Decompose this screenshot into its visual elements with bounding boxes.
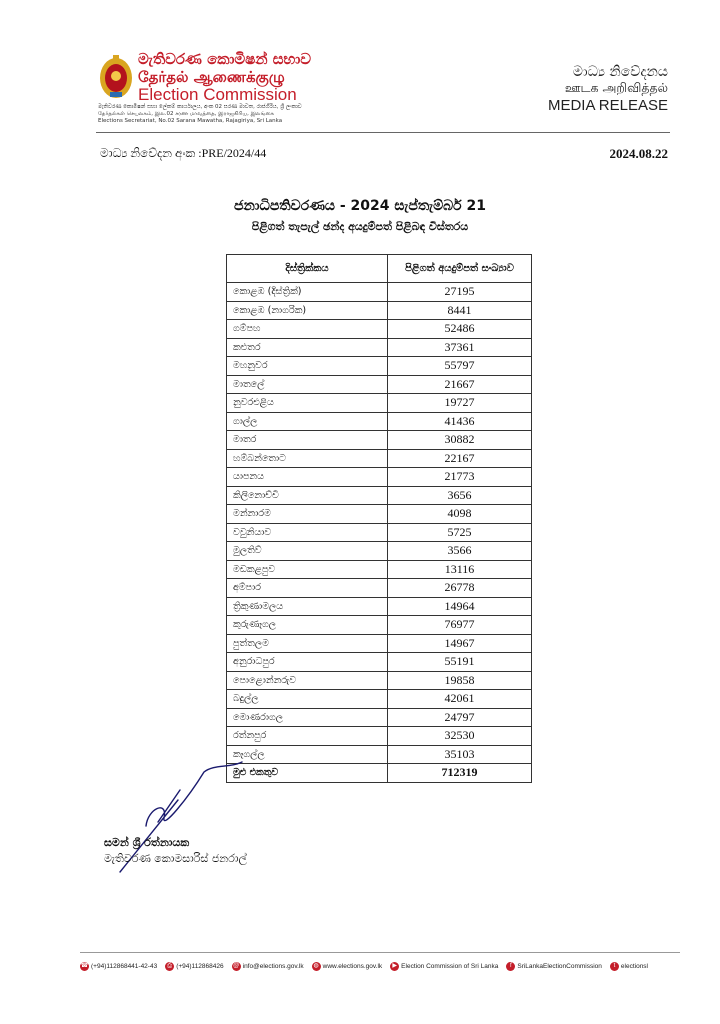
footer-contact-text: Election Commission of Sri Lanka [401, 963, 499, 970]
media-release-sinhala: මාධ්‍ය නිවේදනය [572, 64, 668, 80]
table-row [227, 597, 532, 616]
table-row [227, 653, 532, 672]
application-count: 19727 [388, 394, 532, 413]
district-name: යාපනය [227, 468, 388, 487]
table-row [227, 690, 532, 709]
table-row [227, 468, 532, 487]
table-row [227, 320, 532, 339]
district-name: මොණරාගල [227, 708, 388, 727]
footer-contact-item[interactable] [312, 962, 383, 971]
table-row [227, 523, 532, 542]
district-name: මාතලේ [227, 375, 388, 394]
application-count: 8441 [388, 301, 532, 320]
document-title: ජනාධිපතිවරණය - 2024 සැප්තැම්බර් 21 [234, 198, 486, 214]
column-header-district: දිස්ත්‍රික්කය [227, 255, 388, 283]
table-row [227, 338, 532, 357]
fax-icon: ⎙ [165, 962, 174, 971]
footer-contacts [80, 962, 680, 971]
footer-divider [80, 952, 680, 953]
address-tamil: தேர்தல்கள் செயலகம், இல.02 சரண மாவத்தை, இராஜகிரிய, இலங்கை [98, 111, 275, 117]
application-count: 24797 [388, 708, 532, 727]
application-count: 52486 [388, 320, 532, 339]
footer-contact-text: (+94)112868441-42-43 [91, 963, 158, 970]
postal-application-table [226, 254, 532, 783]
district-name: කෑගල්ල [227, 745, 388, 764]
district-name: කොළඹ (නාගරික) [227, 301, 388, 320]
phone-icon: ☎ [80, 963, 89, 969]
footer-contact-item[interactable] [165, 962, 223, 971]
signatory-name: සමන් ශ්‍රී රත්නායක [104, 836, 190, 849]
table-row [227, 560, 532, 579]
table-row [227, 745, 532, 764]
district-name: කොළඹ (දිස්ත්‍රික්) [227, 283, 388, 302]
reference-number: මාධ්‍ය නිවේදන අංක :PRE/2024/44 [100, 146, 267, 160]
application-count: 76977 [388, 616, 532, 635]
header-divider [96, 132, 670, 133]
footer-contact-text: electionsl [620, 963, 649, 970]
district-name: මුලතිව් [227, 542, 388, 561]
footer-contact-item[interactable] [610, 962, 648, 971]
district-name: හම්බන්තොට [227, 449, 388, 468]
table-row [227, 375, 532, 394]
district-name: මන්නාරම [227, 505, 388, 524]
total-value: 712319 [388, 764, 532, 783]
application-count: 3656 [388, 486, 532, 505]
application-count: 55191 [388, 653, 532, 672]
application-count: 5725 [388, 523, 532, 542]
document-subtitle: පිළිගත් තැපැල් ඡන්ද අයදුම්පත් පිළිබඳ විස්තරය [251, 220, 469, 233]
email-icon: @ [233, 963, 240, 969]
application-count: 35103 [388, 745, 532, 764]
district-name: කුරුණෑගල [227, 616, 388, 635]
district-name: වවුනියාව [227, 523, 388, 542]
application-count: 14967 [388, 634, 532, 653]
table-row [227, 634, 532, 653]
table-row [227, 283, 532, 302]
table-row [227, 301, 532, 320]
district-name: පුත්තලම [227, 634, 388, 653]
footer-contact-item[interactable] [390, 962, 498, 971]
district-name: අම්පාර [227, 579, 388, 598]
letterhead [0, 0, 720, 140]
application-count: 13116 [388, 560, 532, 579]
table-row [227, 727, 532, 746]
application-count: 30882 [388, 431, 532, 450]
application-count: 21667 [388, 375, 532, 394]
application-count: 14964 [388, 597, 532, 616]
table-row [227, 616, 532, 635]
district-name: මහනුවර [227, 357, 388, 376]
district-name: මාතර [227, 431, 388, 450]
org-name-tamil: தேர்தல் ஆணைக்குழு [138, 68, 285, 86]
application-count: 41436 [388, 412, 532, 431]
table-row [227, 449, 532, 468]
application-count: 32530 [388, 727, 532, 746]
district-name: නුවරඑළිය [227, 394, 388, 413]
signatory-title: මැතිවරණ කොමසාරිස් ජනරාල් [104, 852, 247, 865]
table-row [227, 394, 532, 413]
application-count: 55797 [388, 357, 532, 376]
application-count: 26778 [388, 579, 532, 598]
footer-contact-item[interactable] [80, 962, 157, 971]
application-count: 42061 [388, 690, 532, 709]
footer-contact-text: info@elections.gov.lk [242, 963, 304, 970]
facebook-icon: f [506, 962, 515, 971]
application-count: 3566 [388, 542, 532, 561]
table-row [227, 579, 532, 598]
district-name: කිලිනොච්චි [227, 486, 388, 505]
district-name: රත්නපුර [227, 727, 388, 746]
address-sinhala: මැතිවරණ කොමිෂන් සභා ලේකම් කාර්යාලය, අංක 02 සරණ මාවත, රාජගිරිය, ශ්‍රී ලංකාව [98, 104, 302, 110]
table-row [227, 357, 532, 376]
district-name: අනුරාධපුර [227, 653, 388, 672]
total-label: මුළු එකතුව [227, 764, 388, 783]
application-count: 21773 [388, 468, 532, 487]
footer-contact-text: SriLankaElectionCommission [517, 963, 602, 970]
district-name: පොළොන්නරුව [227, 671, 388, 690]
application-count: 37361 [388, 338, 532, 357]
address-english: Elections Secretariat, No.02 Sarana Mawatha, Rajagiriya, Sri Lanka [98, 118, 283, 124]
table-row [227, 412, 532, 431]
district-name: බදුල්ල [227, 690, 388, 709]
table-header-row [227, 255, 532, 283]
application-count: 22167 [388, 449, 532, 468]
table-row [227, 431, 532, 450]
column-header-count: පිළිගත් අයදුම්පත් සංඛ්‍යාව [388, 255, 532, 283]
footer-contact-item[interactable] [506, 962, 602, 971]
application-count: 4098 [388, 505, 532, 524]
district-name: ත්‍රිකුණාමලය [227, 597, 388, 616]
web-icon: ◍ [313, 963, 319, 969]
table-row [227, 486, 532, 505]
table-row [227, 671, 532, 690]
media-release-english: MEDIA RELEASE [547, 97, 668, 114]
district-name: කළුතර [227, 338, 388, 357]
sri-lanka-emblem-icon [98, 52, 134, 100]
table-row [227, 505, 532, 524]
footer-contact-text: (+94)112868426 [176, 963, 224, 970]
release-date: 2024.08.22 [609, 146, 668, 161]
district-name: ගම්පහ [227, 320, 388, 339]
district-name: ගාල්ල [227, 412, 388, 431]
org-name-english: Election Commission [138, 85, 297, 104]
table-total-row [227, 764, 532, 783]
youtube-icon: ▶ [390, 962, 399, 971]
table-row [227, 542, 532, 561]
district-name: මඩකළපුව [227, 560, 388, 579]
org-name-sinhala: මැතිවරණ කොමිෂන් සභාව [138, 50, 312, 68]
application-count: 27195 [388, 283, 532, 302]
twitter-icon: t [610, 962, 619, 971]
table-row [227, 708, 532, 727]
media-release-tamil: ஊடக அறிவித்தல் [564, 80, 668, 95]
application-count: 19858 [388, 671, 532, 690]
footer-contact-item[interactable] [232, 962, 304, 971]
footer-contact-text: www.elections.gov.lk [322, 963, 383, 970]
